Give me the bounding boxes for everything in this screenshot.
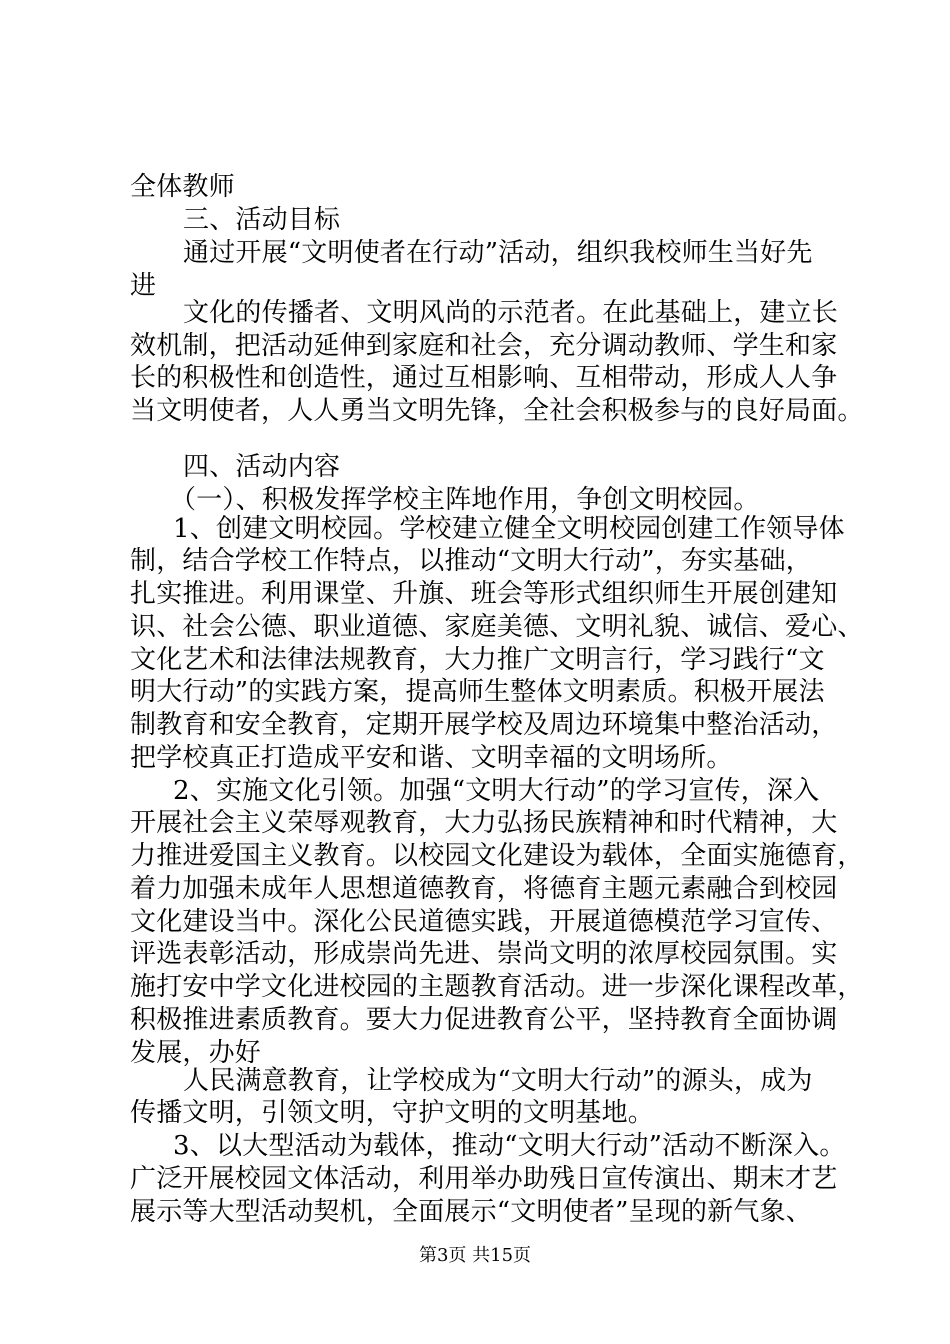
text-line: 展示等大型活动契机，全面展示“文明使者”呈现的新气象、: [130, 1197, 812, 1227]
text-line: 广泛开展校园文体活动，利用举办助残日宣传演出、期末才艺: [130, 1164, 838, 1194]
text-line: 力推进爱国主义教育。以校园文化建设为载体，全面实施德育，: [130, 841, 864, 871]
text-line: 把学校真正打造成平安和谐、文明幸福的文明场所。: [130, 743, 733, 773]
text-line: 开展社会主义荣辱观教育，大力弘扬民族精神和时代精神，大: [130, 808, 838, 838]
subsection-heading: （一）、积极发挥学校主阵地作用，争创文明校园。: [170, 485, 760, 515]
text-line: 传播文明，引领文明，守护文明的文明基地。: [130, 1098, 655, 1128]
text-line: 明大行动”的实践方案，提高师生整体文明素质。积极开展法: [130, 677, 825, 707]
text-line: 3、以大型活动为载体，推动“文明大行动”活动不断深入。: [173, 1131, 846, 1161]
text-line: 发展，办好: [130, 1038, 262, 1068]
text-line: 1、创建文明校园。学校建立健全文明校园创建工作领导体: [173, 514, 845, 544]
section-heading: 三、活动目标: [183, 205, 341, 235]
text-line: 文化艺术和法律法规教育，大力推广文明言行，学习践行“文: [130, 645, 825, 675]
text-line: 评选表彰活动，形成崇尚先进、崇尚文明的浓厚校园氛围。实: [130, 939, 838, 969]
text-line: 长的积极性和创造性，通过互相影响、互相带动，形成人人争: [130, 363, 838, 393]
text-line: 文化建设当中。深化公民道德实践，开展道德模范学习宣传、: [130, 907, 838, 937]
text-line: 施打安中学文化进校园的主题教育活动。进一步深化课程改革，: [130, 972, 864, 1002]
text-line: 识、社会公德、职业道德、家庭美德、文明礼貌、诚信、爱心、: [130, 612, 864, 642]
text-line: 效机制，把活动延伸到家庭和社会，充分调动教师、学生和家: [130, 331, 838, 361]
page-footer: 第3页 共15页: [418, 1245, 532, 1266]
text-line: 文化的传播者、文明风尚的示范者。在此基础上，建立长: [183, 298, 839, 328]
text-line: 人民满意教育，让学校成为“文明大行动”的源头，成为: [183, 1066, 813, 1096]
text-line: 2、实施文化引领。加强“文明大行动”的学习宣传，深入: [173, 776, 820, 806]
text-line: 着力加强未成年人思想道德教育，将德育主题元素融合到校园: [130, 874, 838, 904]
text-line: 通过开展“文明使者在行动”活动，组织我校师生当好先: [183, 238, 813, 268]
section-heading: 四、活动内容: [183, 452, 341, 482]
text-line: 制教育和安全教育，定期开展学校及周边环境集中整治活动，: [130, 710, 838, 740]
text-line: 进: [130, 271, 157, 301]
text-line: 当文明使者，人人勇当文明先锋，全社会积极参与的良好局面。: [130, 396, 864, 426]
text-line: 积极推进素质教育。要大力促进教育公平，坚持教育全面协调: [130, 1005, 838, 1035]
text-line: 制，结合学校工作特点，以推动“文明大行动”，夯实基础，: [130, 546, 812, 576]
text-line: 扎实推进。利用课堂、升旗、班会等形式组织师生开展创建知: [130, 579, 838, 609]
text-line: 全体教师: [130, 172, 235, 202]
